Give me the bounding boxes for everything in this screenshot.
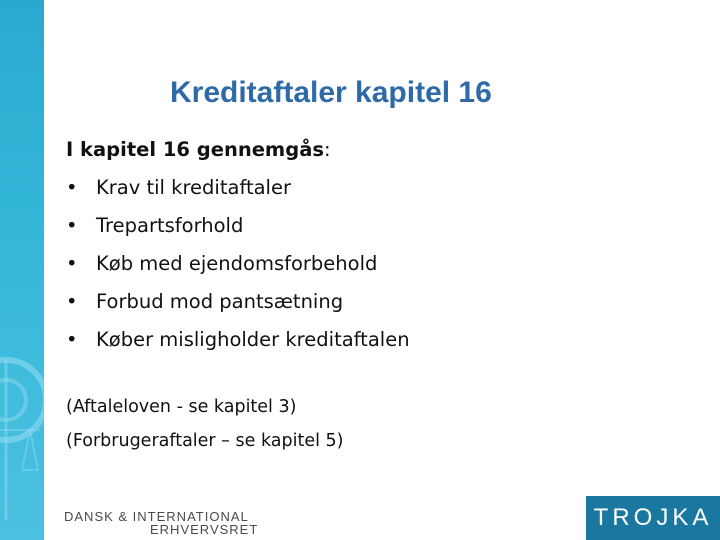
list-item-text: Forbud mod pantsætning (96, 290, 344, 313)
publisher-logo (64, 510, 258, 536)
bullet-marker: • (66, 176, 78, 199)
note-forbrugeraftaler: (Forbrugeraftaler – se kapitel 5) (66, 431, 344, 451)
list-item-text: Køb med ejendomsforbehold (96, 252, 378, 275)
bullet-list (66, 169, 410, 359)
scales-of-justice-icon (0, 0, 44, 540)
list-item (66, 245, 410, 283)
intro-line (66, 131, 410, 169)
list-item (66, 169, 410, 207)
list-item (66, 283, 410, 321)
list-item-text: Krav til kreditaftaler (96, 176, 291, 199)
bullet-marker: • (66, 328, 78, 351)
bullet-marker: • (66, 290, 78, 313)
list-item-text: Køber misligholder kreditaftalen (96, 328, 410, 351)
publisher-line-1: DANSK & INTERNATIONAL (64, 509, 249, 524)
note-aftaleloven: (Aftaleloven - se kapitel 3) (66, 397, 297, 417)
slide-title: Kreditaftaler kapitel 16 (170, 76, 492, 109)
bullet-marker: • (66, 252, 78, 275)
intro-colon: : (323, 138, 331, 161)
list-item-text: Trepartsforhold (96, 214, 244, 237)
intro-text: I kapitel 16 gennemgås (66, 138, 324, 161)
slide-body (66, 131, 410, 359)
decorative-sidebar (0, 0, 44, 540)
list-item (66, 321, 410, 359)
bullet-marker: • (66, 214, 78, 237)
publisher-line-2: ERHVERVSRET (150, 522, 259, 537)
list-item (66, 207, 410, 245)
brand-logo: TROJKA (586, 496, 720, 540)
reference-notes (66, 390, 343, 458)
